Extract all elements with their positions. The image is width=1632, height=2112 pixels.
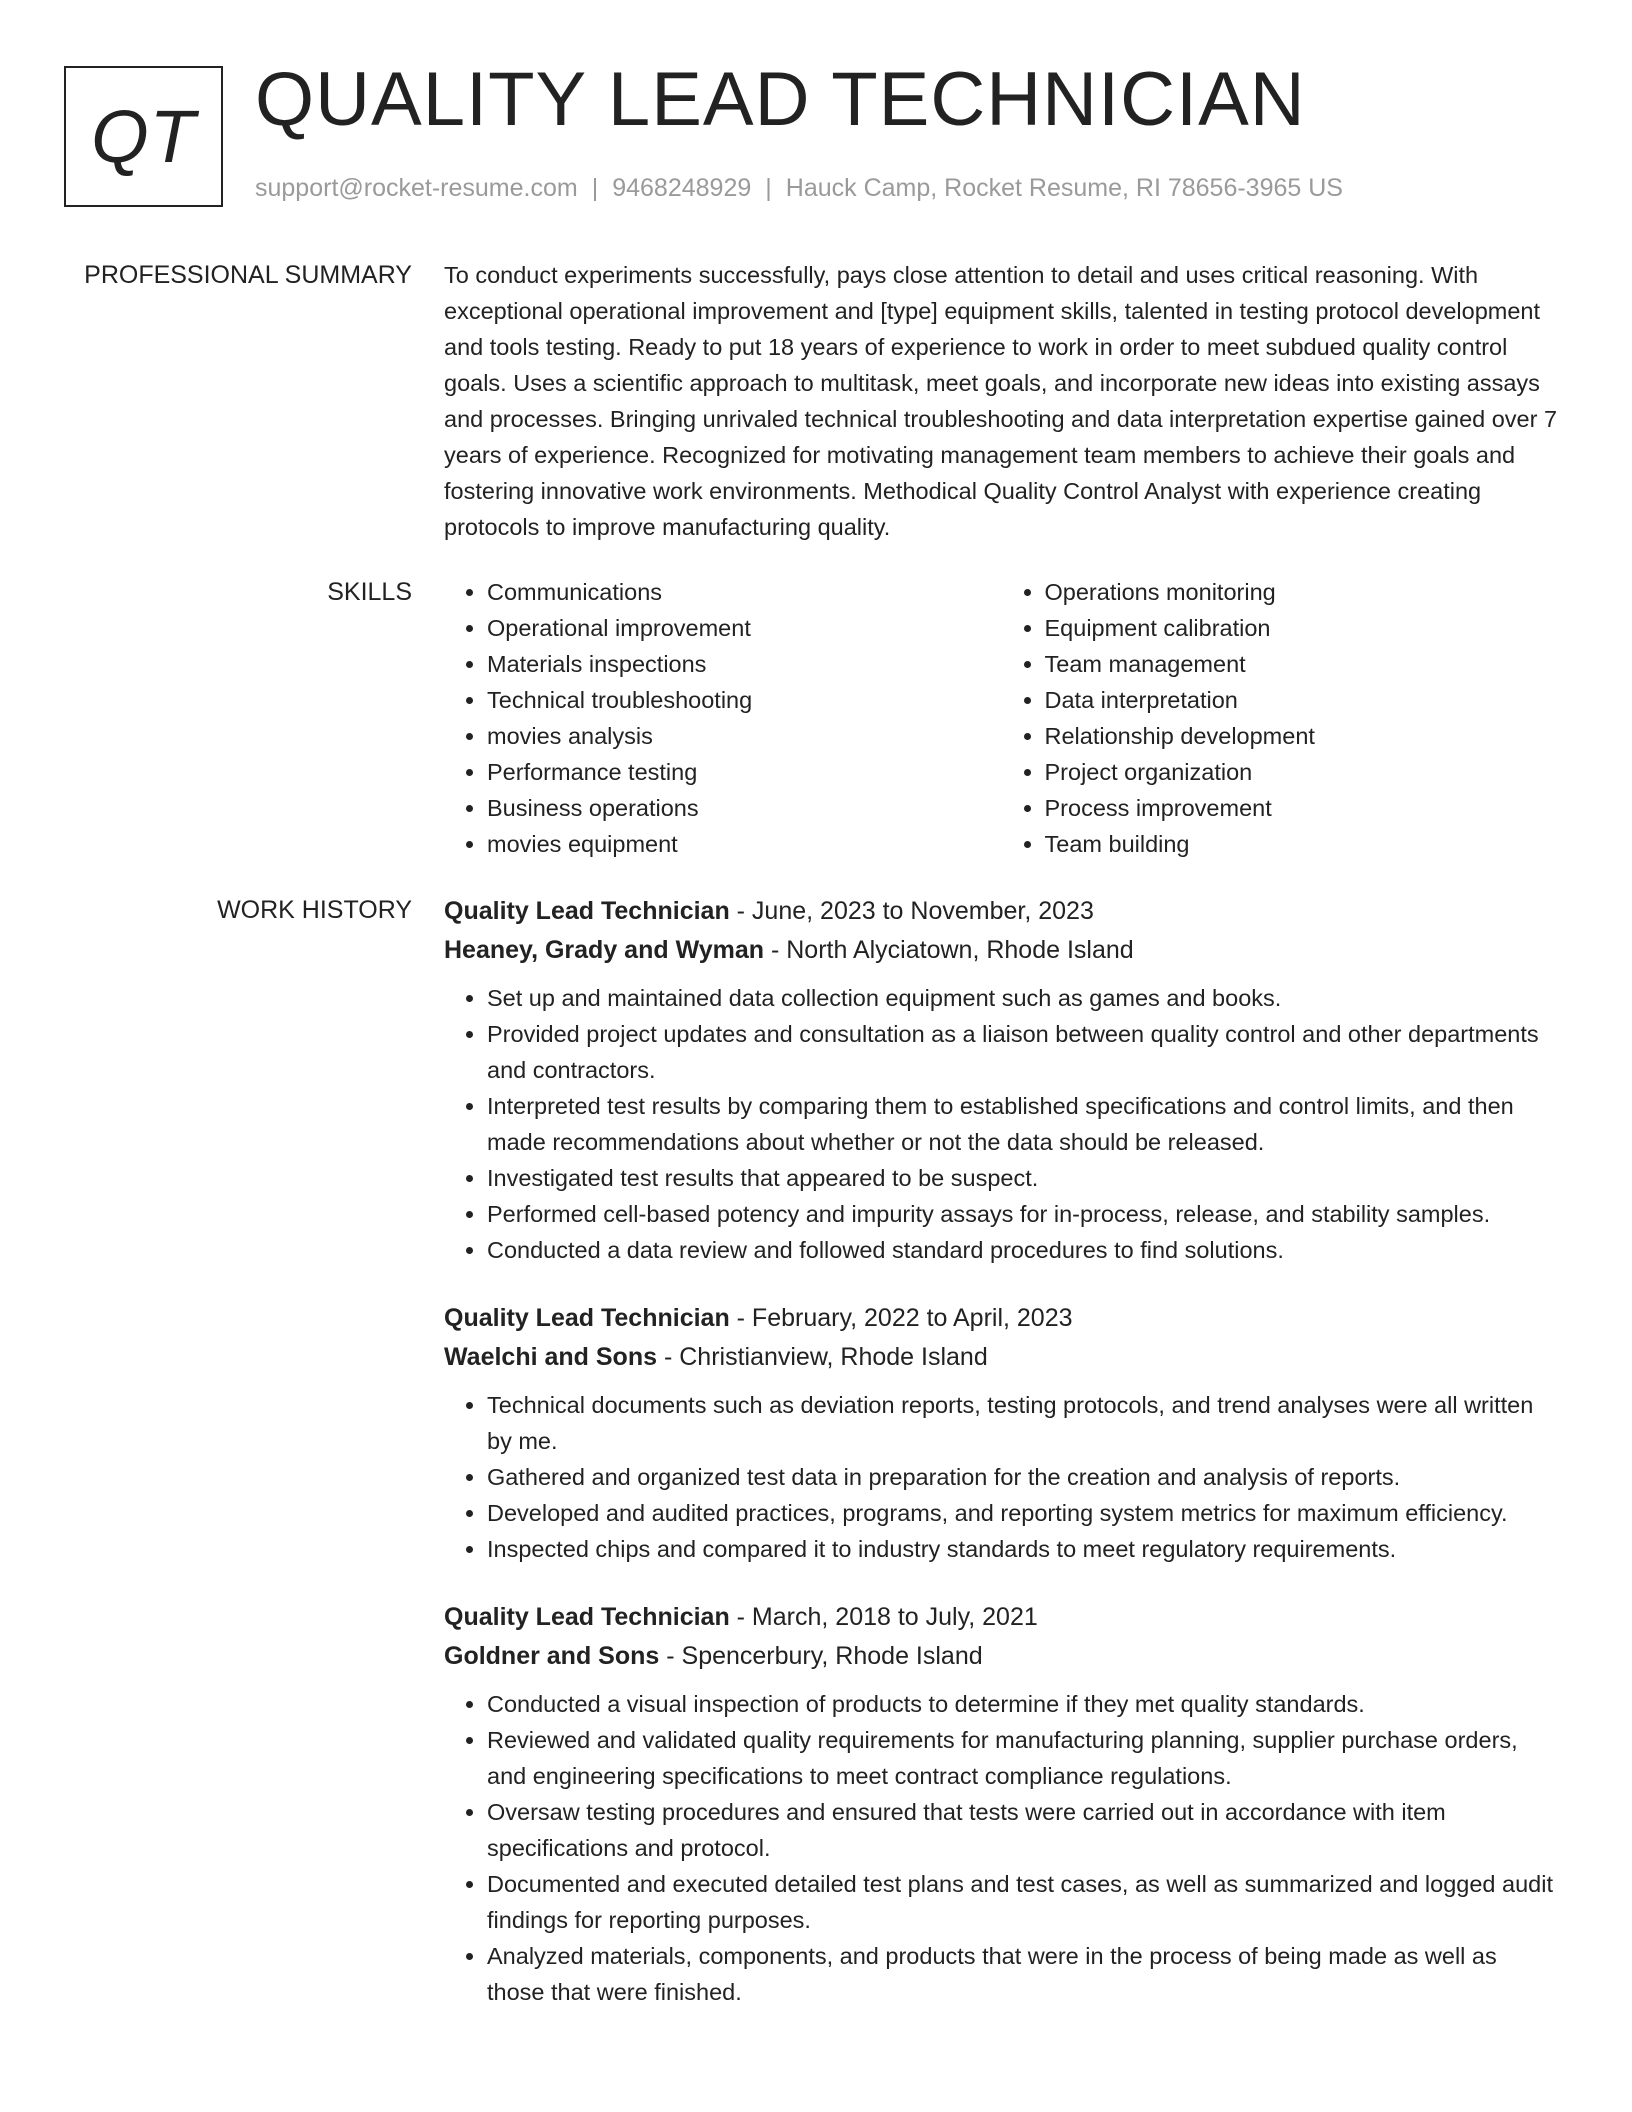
job-dates: - March, 2018 to July, 2021	[729, 1603, 1038, 1631]
job-title-line	[444, 1598, 1559, 1637]
job-bullet: • Technical documents such as deviation reports, testing protocols, and trend analyses were all written by me.	[487, 1387, 1559, 1459]
skill-item: • movies equipment	[487, 826, 1002, 862]
job-bullet: • Oversaw testing procedures and ensured that tests were carried out in accordance with item specifications and protocol.	[487, 1794, 1559, 1866]
job-bullet: • Analyzed materials, components, and products that were in the process of being made as well as those that were finished.	[487, 1938, 1559, 2010]
monogram-initials: QT	[91, 94, 196, 178]
skill-item: • Equipment calibration	[1045, 610, 1560, 646]
job-dates: - February, 2022 to April, 2023	[729, 1304, 1073, 1332]
summary-body	[444, 257, 1559, 545]
skill-item: • Performance testing	[487, 754, 1002, 790]
section-label-skills: SKILLS	[327, 578, 412, 606]
skill-item: • Team management	[1045, 646, 1560, 682]
job-bullet: • Documented and executed detailed test plans and test cases, as well as summarized and logged audit findings for reporting purposes.	[487, 1866, 1559, 1938]
contact-email: support@rocket-resume.com	[255, 174, 578, 202]
contact-separator: |	[765, 174, 772, 202]
job-bullet-list	[444, 980, 1559, 1268]
section-label-summary: PROFESSIONAL SUMMARY	[84, 261, 412, 289]
job-bullet: • Developed and audited practices, programs, and reporting system metrics for maximum efficiency.	[487, 1495, 1559, 1531]
job-bullet: • Investigated test results that appeared to be suspect.	[487, 1160, 1559, 1196]
skill-item: • Business operations	[487, 790, 1002, 826]
job-bullet: • Inspected chips and compared it to industry standards to meet regulatory requirements.	[487, 1531, 1559, 1567]
skill-item: • Communications	[487, 574, 1002, 610]
skills-list-right	[1002, 574, 1560, 862]
job-entry	[444, 1598, 1559, 2010]
skill-item: • Data interpretation	[1045, 682, 1560, 718]
skill-item: • Operations monitoring	[1045, 574, 1560, 610]
job-company: Heaney, Grady and Wyman	[444, 936, 765, 964]
contact-line	[255, 174, 1343, 203]
skill-item: • Technical troubleshooting	[487, 682, 1002, 718]
job-entry	[444, 892, 1559, 1268]
job-bullet: • Provided project updates and consultation as a liaison between quality control and other departments and contractors.	[487, 1016, 1559, 1088]
work-history-body	[444, 892, 1559, 2010]
job-bullet: • Set up and maintained data collection equipment such as games and books.	[487, 980, 1559, 1016]
job-bullet: • Performed cell-based potency and impurity assays for in-process, release, and stability samples.	[487, 1196, 1559, 1232]
job-company: Waelchi and Sons	[444, 1343, 658, 1371]
job-bullet: • Conducted a visual inspection of products to determine if they met quality standards.	[487, 1686, 1559, 1722]
job-entry	[444, 1299, 1559, 1567]
job-bullet: • Gathered and organized test data in preparation for the creation and analysis of reports.	[487, 1459, 1559, 1495]
skill-item: • Team building	[1045, 826, 1560, 862]
job-title: Quality Lead Technician	[444, 1304, 730, 1332]
resume-title: QUALITY LEAD TECHNICIAN	[255, 57, 1306, 142]
job-title-line	[444, 1299, 1559, 1338]
skill-item: • Relationship development	[1045, 718, 1560, 754]
skill-item: • Materials inspections	[487, 646, 1002, 682]
skill-item: • Operational improvement	[487, 610, 1002, 646]
skill-item: • Process improvement	[1045, 790, 1560, 826]
job-company-line	[444, 1338, 1559, 1377]
job-title-line	[444, 892, 1559, 931]
contact-phone: 9468248929	[612, 174, 752, 202]
job-title: Quality Lead Technician	[444, 897, 730, 925]
job-bullet: • Reviewed and validated quality requirements for manufacturing planning, supplier purchase orders, and engineering specifications to meet contract compliance regulations.	[487, 1722, 1559, 1794]
job-bullet: • Conducted a data review and followed standard procedures to find solutions.	[487, 1232, 1559, 1268]
job-company-line	[444, 931, 1559, 970]
skills-list-left	[444, 574, 1002, 862]
skill-item: • movies analysis	[487, 718, 1002, 754]
job-dates: - June, 2023 to November, 2023	[729, 897, 1094, 925]
job-company-line	[444, 1637, 1559, 1676]
job-title: Quality Lead Technician	[444, 1603, 730, 1631]
section-label-work-history: WORK HISTORY	[217, 896, 412, 924]
job-bullet: • Interpreted test results by comparing them to established specifications and control limits, and then made recommendations about whether or not the data should be released.	[487, 1088, 1559, 1160]
job-bullet-list	[444, 1686, 1559, 2010]
skills-columns	[444, 574, 1559, 862]
job-location: - Christianview, Rhode Island	[657, 1343, 988, 1371]
job-location: - North Alyciatown, Rhode Island	[764, 936, 1134, 964]
summary-text: To conduct experiments successfully, pays close attention to detail and uses critical reasoning. With exceptional operational improvement and [type] equipment skills, talented in testing protocol development and tools testing. Ready to put 18 years of experience to work in order to meet subdued quality control goals. Uses a scientific approach to multitask, meet goals, and incorporate new ideas into existing assays and processes. Bringing unrivaled technical troubleshooting and data interpretation expertise gained over 7 years of experience. Recognized for motivating management team members to achieve their goals and fostering innovative work environments. Methodical Quality Control Analyst with experience creating protocols to improve manufacturing quality.	[444, 262, 1558, 540]
monogram-box	[64, 66, 223, 207]
job-location: - Spencerbury, Rhode Island	[659, 1642, 983, 1670]
job-company: Goldner and Sons	[444, 1642, 660, 1670]
skills-body	[444, 574, 1559, 862]
contact-separator: |	[591, 174, 599, 202]
skill-item: • Project organization	[1045, 754, 1560, 790]
job-bullet-list	[444, 1387, 1559, 1567]
contact-address: Hauck Camp, Rocket Resume, RI 78656-3965 US	[785, 174, 1343, 202]
